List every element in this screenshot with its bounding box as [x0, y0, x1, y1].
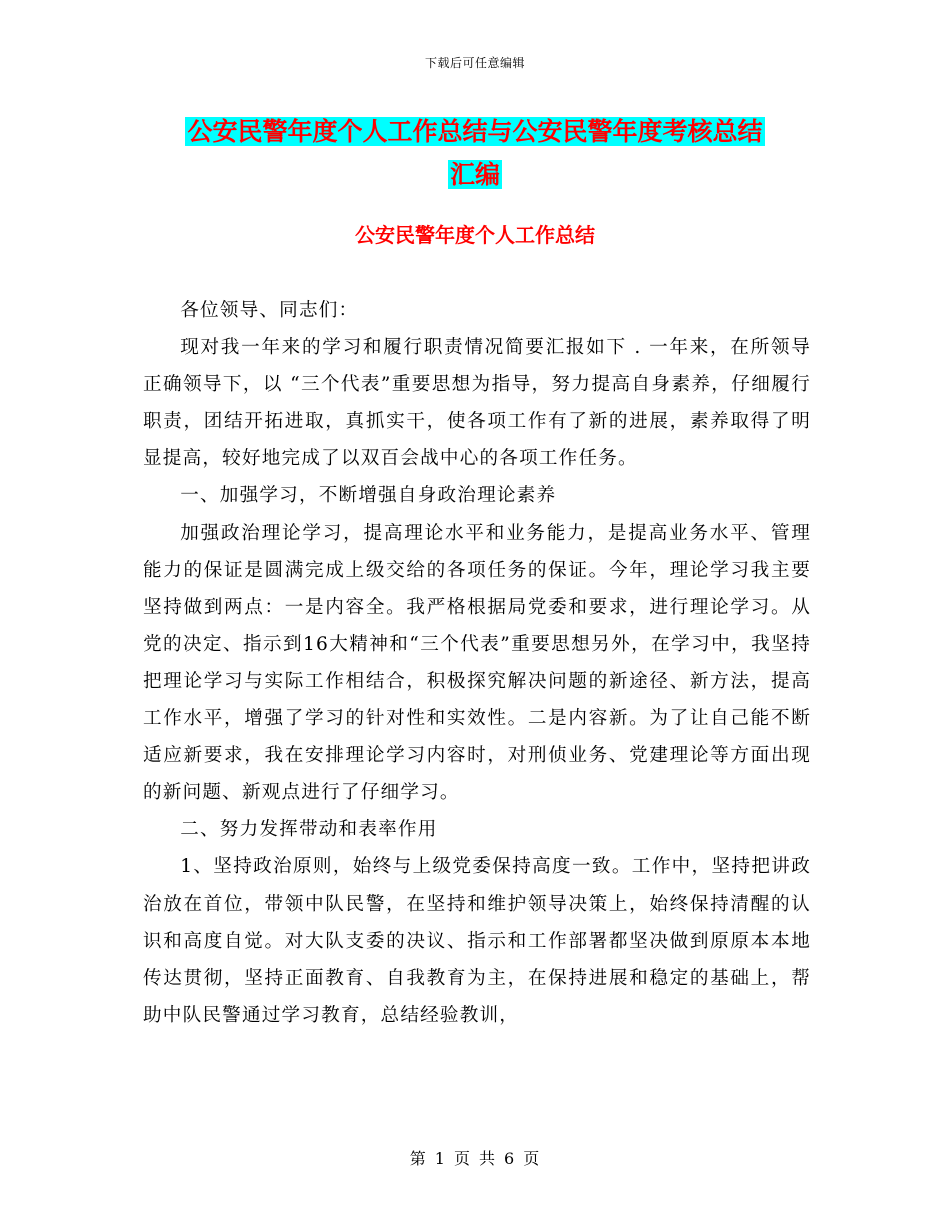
section-heading-2: 二、努力发挥带动和表率作用: [180, 819, 438, 841]
section-title: 公安民警年度个人工作总结: [355, 223, 595, 247]
body-text: [143, 292, 811, 1034]
study-paragraph: 加强政治理论学习，提高理论水平和业务能力，是提高业务水平、管理能力的保证是圆满完成上级交给的各项任务的保证。今年，理论学习我主要坚持做到两点：一是内容全。我严格根据局党委和要求，进行理论学习。从党的决定、指示到16大精神和“三个代表”重要思想另外，在学习中，我坚持把理论学习与实际工作相结合，积极探究解决问题的新途径、新方法，提高工作水平，增强了学习的针对性和实效性。二是内容新。为了让自己能不断适应新要求，我在安排理论学习内容时，对刑侦业务、党建理论等方面出现的新问题、新观点进行了仔细学习。: [143, 522, 811, 804]
section-heading-1: 一、加强学习，不断增强自身政治理论素养: [180, 485, 557, 507]
footer-mid2: 共: [479, 1149, 497, 1168]
main-title-text-1: 公安民警年度个人工作总结与公安民警年度考核总结: [187, 117, 763, 146]
salutation-paragraph: 各位领导、同志们：: [180, 300, 359, 321]
page-footer: [0, 1146, 950, 1169]
footer-prefix: 第: [409, 1149, 427, 1168]
main-title-line-2: [0, 153, 950, 196]
principle-paragraph: 1、坚持政治原则，始终与上级党委保持高度一致。工作中，坚持把讲政治放在首位，带领中队民警，在坚持和维护领导决策上，始终保持清醒的认识和高度自觉。对大队支委的决议、指示和工作部署都坚决做到原原本本地传达贯彻，坚持正面教育、自我教育为主，在保持进展和稳定的基础上，帮助中队民警通过学习教育，总结经验教训，: [143, 856, 811, 1026]
header-note: 下载后可任意编辑: [424, 56, 525, 70]
footer-suffix: 页: [523, 1149, 541, 1168]
footer-page-number: 1: [434, 1149, 446, 1168]
footer-mid1: 页: [453, 1149, 471, 1168]
main-title-line-1: [0, 110, 950, 153]
intro-paragraph: 现对我一年来的学习和履行职责情况简要汇报如下 . 一年来，在所领导正确领导下，以 “三个代表”重要思想为指导，努力提高自身素养，仔细履行职责，团结开拓进取，真抓实干，使各项工作有了新的进展，素养取得了明显提高，较好地完成了以双百会战中心的各项工作任务。: [143, 337, 811, 470]
footer-total-pages: 6: [504, 1149, 516, 1168]
main-title-text-2: 汇编: [449, 160, 500, 189]
